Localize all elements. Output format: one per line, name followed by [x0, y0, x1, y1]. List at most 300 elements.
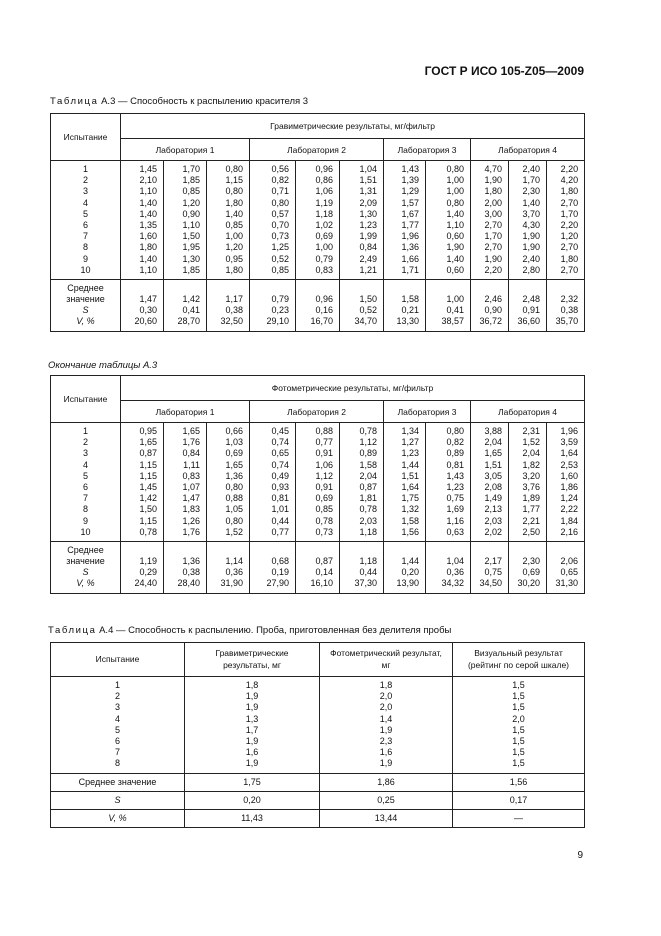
table-cell: 1,24 [560, 493, 579, 504]
table-cell: 2,40 [522, 253, 540, 264]
stat-cell: 0,20 [401, 567, 419, 578]
table-cell: 0,60 [446, 264, 464, 275]
stat-row-mean [51, 773, 585, 791]
table-cell: 1,95 [182, 242, 200, 253]
header-photo [320, 643, 453, 677]
table-cell: 2,30 [522, 186, 540, 197]
table-cell: 1,9 [245, 735, 259, 746]
document-header: ГОСТ Р ИСО 105-Z05—2009 [424, 64, 584, 78]
table-cell: 0,70 [271, 219, 289, 230]
test-number-column [51, 161, 121, 280]
table-cell: 1,23 [401, 448, 419, 459]
stat-cell: 20,60 [134, 316, 157, 327]
table-cell: 2,16 [560, 526, 579, 537]
table-cell: 1,44 [401, 459, 419, 470]
stat-value: 1,86 [320, 773, 453, 791]
value-column [207, 161, 250, 280]
table-cell: 1,5 [512, 724, 525, 735]
test-number: 3 [114, 702, 120, 713]
table-cell: 2,22 [560, 504, 579, 515]
spacer [250, 545, 289, 556]
table-cell: 1,5 [512, 691, 525, 702]
table-a4-caption [48, 625, 451, 636]
stat-cell: 0,19 [271, 567, 289, 578]
caption-text: А.4 — Способность к распылению. Проба, приготовленная без делителя пробы [99, 625, 452, 636]
table-cell: 0,95 [139, 426, 157, 436]
table-cell: 1,18 [359, 526, 377, 537]
lab-header: Лаборатория 1 [121, 401, 250, 423]
stat-cell: 0,52 [359, 305, 377, 316]
value-column [340, 423, 384, 542]
value-column [296, 423, 340, 542]
test-number: 5 [82, 208, 88, 219]
table-cell: 0,73 [271, 231, 289, 242]
table-cell: 1,85 [182, 175, 200, 186]
stat-cell: 38,57 [441, 316, 464, 327]
stat-cell: 0,65 [560, 567, 579, 578]
table-cell: 2,40 [522, 164, 540, 174]
spacer [207, 545, 243, 556]
value-column [384, 161, 426, 280]
table-cell: 2,04 [359, 470, 377, 481]
spacer [164, 545, 200, 556]
stat-value: 11,43 [185, 809, 320, 827]
table-cell: 1,70 [182, 164, 200, 174]
stat-cell: 36,60 [517, 316, 540, 327]
stat-label: V, % [76, 316, 95, 327]
table-cell: 1,83 [182, 504, 200, 515]
table-cell: 2,3 [379, 735, 393, 746]
table-cell: 2,02 [484, 526, 502, 537]
table-cell: 1,60 [560, 470, 579, 481]
stat-cell: 1,18 [359, 556, 377, 567]
stat-cell: 1,42 [182, 294, 200, 305]
table-cell: 1,64 [401, 481, 419, 492]
table-cell: 1,77 [522, 504, 540, 515]
stat-label: Среднее [67, 282, 104, 293]
spacer [296, 545, 333, 556]
stat-cell: 0,79 [271, 294, 289, 305]
stat-column [207, 541, 250, 593]
data-block [51, 161, 585, 280]
lab-header: Лаборатория 4 [471, 401, 585, 423]
stat-cell: 0,44 [359, 567, 377, 578]
table-cell: 1,51 [359, 175, 377, 186]
stat-cell: 2,32 [560, 294, 579, 305]
table-a3 [50, 113, 585, 332]
table-a3-caption [50, 96, 308, 107]
table-cell: 1,36 [401, 242, 419, 253]
table-cell: 2,04 [484, 437, 502, 448]
table-cell: 1,80 [560, 253, 579, 264]
table-cell: 0,91 [315, 448, 333, 459]
stats-block [51, 541, 585, 593]
caption-label: Таблица [48, 625, 97, 636]
table-cell: 0,96 [315, 164, 333, 174]
table-cell: 1,8 [245, 680, 259, 690]
stat-value: — [453, 809, 585, 827]
row-header: Испытание [51, 114, 121, 161]
test-number: 2 [82, 175, 88, 186]
table-cell: 1,39 [401, 175, 419, 186]
table-cell: 0,88 [315, 426, 333, 436]
table-cell: 0,85 [182, 186, 200, 197]
test-number: 1 [114, 680, 120, 690]
lab-header: Лаборатория 1 [121, 139, 250, 161]
table-cell: 1,67 [401, 208, 419, 219]
table-cell: 0,80 [271, 197, 289, 208]
stat-label: S [51, 791, 185, 809]
table-cell: 0,60 [446, 231, 464, 242]
table-cell: 1,80 [484, 186, 502, 197]
table-cell: 2,80 [522, 264, 540, 275]
table-cell: 1,77 [401, 219, 419, 230]
table-cell: 1,9 [379, 758, 393, 769]
stat-cell: 32,50 [220, 316, 243, 327]
stat-cell: 1,00 [446, 294, 464, 305]
table-cell: 1,15 [139, 515, 157, 526]
stat-cell: 0,29 [139, 567, 157, 578]
stat-cell: 1,04 [446, 556, 464, 567]
table-cell: 1,40 [225, 208, 243, 219]
table-cell: 1,9 [379, 724, 393, 735]
stat-cell: 0,41 [182, 305, 200, 316]
spacer [384, 545, 419, 556]
value-column [426, 161, 471, 280]
table-cell: 0,82 [271, 175, 289, 186]
stat-cell: 0,38 [560, 305, 579, 316]
stat-cell: 2,48 [522, 294, 540, 305]
table-cell: 1,30 [182, 253, 200, 264]
table-cell: 1,36 [225, 470, 243, 481]
table-cell: 0,80 [225, 164, 243, 174]
stat-column [121, 279, 164, 331]
table-cell: 0,84 [182, 448, 200, 459]
table-cell: 4,20 [560, 175, 579, 186]
value-column [509, 161, 547, 280]
table-cell: 1,10 [446, 219, 464, 230]
table-cell: 1,40 [139, 208, 157, 219]
stat-label: значение [66, 294, 105, 305]
stat-cell: 35,70 [555, 316, 579, 327]
table-cell: 3,00 [484, 208, 502, 219]
data-block [51, 677, 585, 774]
header-line: (рейтинг по серой шкале) [467, 659, 570, 670]
test-number: 1 [82, 426, 88, 436]
table-cell: 1,7 [245, 724, 259, 735]
stat-column [340, 541, 384, 593]
table-cell: 1,6 [245, 747, 259, 758]
table-cell: 3,59 [560, 437, 579, 448]
table-cell: 1,51 [484, 459, 502, 470]
table-cell: 1,40 [139, 253, 157, 264]
value-column [296, 161, 340, 280]
table-cell: 2,70 [560, 197, 579, 208]
table-cell: 2,0 [379, 702, 393, 713]
header-line: результаты, мг [223, 659, 281, 670]
table-cell: 0,87 [359, 481, 377, 492]
table-cell: 3,88 [484, 426, 502, 436]
stat-cell: 1,19 [139, 556, 157, 567]
table-cell: 1,50 [182, 231, 200, 242]
table-cell: 1,49 [484, 493, 502, 504]
table-cell: 1,6 [379, 747, 393, 758]
table-cell: 0,74 [271, 437, 289, 448]
table-cell: 0,85 [225, 219, 243, 230]
value-column [164, 423, 207, 542]
table-cell: 2,20 [484, 264, 502, 275]
table-cell: 1,65 [225, 459, 243, 470]
table-cell: 2,03 [359, 515, 377, 526]
table-cell: 1,96 [401, 231, 419, 242]
table-cell: 2,20 [560, 164, 579, 174]
stat-column [471, 541, 509, 593]
table-cell: 1,69 [446, 504, 464, 515]
table-cell: 0,66 [225, 426, 243, 436]
test-number: 6 [82, 219, 88, 230]
page-number: 9 [577, 850, 583, 861]
stat-cell: 31,30 [555, 578, 579, 589]
test-number: 4 [82, 459, 88, 470]
table-cell: 1,07 [182, 481, 200, 492]
spacer [340, 283, 377, 294]
table-cell: 2,04 [522, 448, 540, 459]
stat-column [340, 279, 384, 331]
stat-cell: 30,20 [517, 578, 540, 589]
caption-text: А.3 — Способность к распылению красителя 3 [101, 96, 309, 107]
stat-cell: 0,69 [522, 567, 540, 578]
table-cell: 0,80 [225, 481, 243, 492]
stat-cell: 0,36 [225, 567, 243, 578]
test-number: 3 [82, 448, 88, 459]
table-cell: 1,10 [139, 264, 157, 275]
table-cell: 0,75 [446, 493, 464, 504]
stat-column [547, 279, 585, 331]
table-cell: 1,82 [522, 459, 540, 470]
stat-cell: 0,38 [182, 567, 200, 578]
spacer [164, 283, 200, 294]
table-cell: 1,16 [446, 515, 464, 526]
test-number: 3 [82, 186, 88, 197]
lab-header: Лаборатория 3 [384, 139, 471, 161]
spacer [471, 283, 502, 294]
stat-column [509, 279, 547, 331]
table-cell: 1,10 [182, 219, 200, 230]
table-cell: 1,25 [271, 242, 289, 253]
table-cell: 1,86 [560, 481, 579, 492]
table-cell: 1,5 [512, 702, 525, 713]
stat-cell: 16,10 [310, 578, 333, 589]
stat-label: значение [66, 556, 105, 567]
value-column [471, 423, 509, 542]
table-cell: 1,90 [522, 231, 540, 242]
table-cell: 0,45 [271, 426, 289, 436]
table-cell: 1,70 [560, 208, 579, 219]
table-cell: 2,03 [484, 515, 502, 526]
stat-cell: 0,38 [225, 305, 243, 316]
stat-column [250, 279, 296, 331]
table-cell: 1,15 [225, 175, 243, 186]
stat-cell: 1,44 [401, 556, 419, 567]
table-cell: 2,09 [359, 197, 377, 208]
table-cell: 2,50 [522, 526, 540, 537]
stat-cell: 0,23 [271, 305, 289, 316]
row-header: Испытание [51, 376, 121, 423]
table-cell: 1,35 [139, 219, 157, 230]
table-cell: 1,66 [401, 253, 419, 264]
table-cell: 1,80 [560, 186, 579, 197]
table-cell: 1,70 [484, 231, 502, 242]
table-cell: 1,65 [484, 448, 502, 459]
stat-column [384, 279, 426, 331]
table-cell: 1,29 [401, 186, 419, 197]
table-a3-end-caption: Окончание таблицы А.3 [48, 360, 158, 371]
table-cell: 1,43 [446, 470, 464, 481]
stat-cell: 0,90 [484, 305, 502, 316]
table-cell: 2,13 [484, 504, 502, 515]
table-cell: 1,76 [182, 437, 200, 448]
table-cell: 0,85 [315, 504, 333, 515]
table-cell: 1,51 [401, 470, 419, 481]
stat-column [164, 279, 207, 331]
header-visual [453, 643, 585, 677]
table-cell: 1,05 [225, 504, 243, 515]
value-column [121, 161, 164, 280]
table-cell: 1,21 [359, 264, 377, 275]
table-cell: 0,65 [271, 448, 289, 459]
header-line: мг [381, 659, 391, 670]
test-number: 8 [82, 504, 88, 515]
table-cell: 0,83 [182, 470, 200, 481]
test-number: 2 [114, 691, 120, 702]
group-header: Фотометрические результаты, мг/фильтр [121, 376, 585, 401]
stat-cell: 2,30 [522, 556, 540, 567]
table-cell: 1,12 [315, 470, 333, 481]
table-cell: 1,84 [560, 515, 579, 526]
table-cell: 0,78 [359, 426, 377, 436]
table-cell: 1,8 [379, 680, 393, 690]
table-cell: 0,78 [359, 504, 377, 515]
stat-label: Среднее значение [51, 773, 185, 791]
table-cell: 1,5 [512, 680, 525, 690]
table-cell: 2,08 [484, 481, 502, 492]
stat-column [384, 541, 426, 593]
stat-value: 0,25 [320, 791, 453, 809]
stat-cell: 2,06 [560, 556, 579, 567]
stat-cell: 2,46 [484, 294, 502, 305]
stat-column [426, 541, 471, 593]
table-cell: 4,70 [484, 164, 502, 174]
table-cell: 1,20 [225, 242, 243, 253]
table-cell: 1,43 [401, 164, 419, 174]
table-cell: 1,5 [512, 735, 525, 746]
table-cell: 1,03 [225, 437, 243, 448]
table-cell: 1,19 [315, 197, 333, 208]
table-cell: 0,77 [271, 526, 289, 537]
test-number: 5 [82, 470, 88, 481]
stat-cell: 29,10 [266, 316, 289, 327]
stat-cell: 1,50 [359, 294, 377, 305]
table-cell: 2,21 [522, 515, 540, 526]
table-cell: 3,76 [522, 481, 540, 492]
stat-column [250, 541, 296, 593]
table-a3-end [50, 375, 585, 594]
stat-cell: 28,40 [177, 578, 200, 589]
test-number: 10 [80, 526, 91, 537]
value-column [471, 161, 509, 280]
stat-label: V, % [76, 578, 95, 589]
table-cell: 2,70 [560, 264, 579, 275]
table-cell: 1,30 [359, 208, 377, 219]
table-cell: 0,93 [271, 481, 289, 492]
stat-row-v [51, 809, 585, 827]
stat-cell: 34,32 [441, 578, 464, 589]
table-cell: 0,73 [315, 526, 333, 537]
table-cell: 0,81 [446, 459, 464, 470]
stat-cell: 1,36 [182, 556, 200, 567]
spacer [121, 545, 157, 556]
test-number: 4 [82, 197, 88, 208]
table-cell: 1,00 [446, 175, 464, 186]
value-column [250, 161, 296, 280]
value-column [509, 423, 547, 542]
stat-row-s [51, 791, 585, 809]
table-cell: 1,60 [139, 231, 157, 242]
table-cell: 1,11 [183, 459, 200, 470]
header-line: Гравиметрические [215, 648, 289, 659]
stat-cell: 0,21 [401, 305, 419, 316]
table-cell: 1,20 [560, 231, 579, 242]
table-cell: 1,5 [512, 747, 525, 758]
stat-cell: 0,75 [484, 567, 502, 578]
stat-value: 1,56 [453, 773, 585, 791]
table-cell: 0,69 [225, 448, 243, 459]
table-cell: 1,34 [401, 426, 419, 436]
stat-column [471, 279, 509, 331]
table-cell: 1,00 [446, 186, 464, 197]
table-cell: 0,81 [271, 493, 289, 504]
table-cell: 2,0 [379, 691, 393, 702]
table-cell: 0,71 [271, 186, 289, 197]
stat-cell: 34,50 [479, 578, 502, 589]
table-cell: 2,70 [484, 219, 502, 230]
table-cell: 0,56 [271, 164, 289, 174]
table-cell: 1,42 [139, 493, 157, 504]
group-header: Гравиметрические результаты, мг/фильтр [121, 114, 585, 139]
spacer [426, 283, 464, 294]
stat-cell: 0,30 [139, 305, 157, 316]
table-cell: 0,89 [446, 448, 464, 459]
table-cell: 1,12 [359, 437, 377, 448]
table-cell: 1,10 [139, 186, 157, 197]
table-cell: 1,31 [359, 186, 377, 197]
table-cell: 1,52 [225, 526, 243, 537]
table-cell: 3,05 [484, 470, 502, 481]
table-cell: 0,91 [315, 481, 333, 492]
stat-cell: 0,36 [446, 567, 464, 578]
table-cell: 1,81 [359, 493, 377, 504]
table-cell: 1,40 [446, 208, 464, 219]
spacer [426, 545, 464, 556]
table-cell: 0,44 [271, 515, 289, 526]
value-column [121, 423, 164, 542]
table-cell: 0,87 [139, 448, 157, 459]
stat-cell: 31,90 [220, 578, 243, 589]
stat-column [207, 279, 250, 331]
table-cell: 1,23 [446, 481, 464, 492]
table-cell: 1,00 [315, 242, 333, 253]
table-cell: 0,95 [225, 253, 243, 264]
